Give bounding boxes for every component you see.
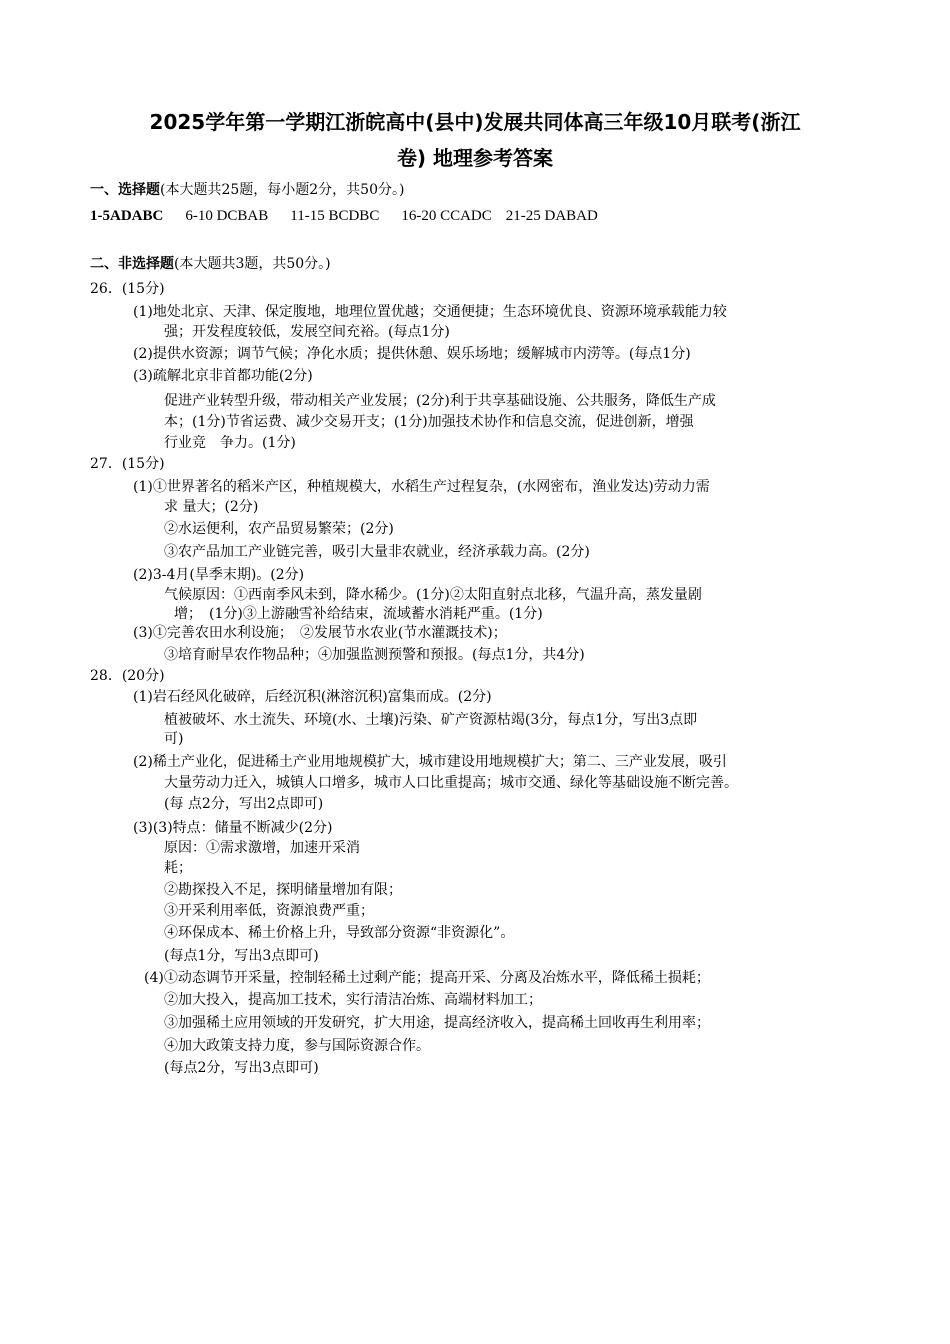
q27-1-line4: ③农产品加工产业链完善，吸引大量非农就业，经济承载力高。(2分)	[164, 544, 590, 560]
q28-2-line1: (2)稀土产业化，促进稀土产业用地规模扩大，城市建设用地规模扩大；第二、三产业发展，吸引	[133, 754, 727, 770]
section2-note: (本大题共3题，共50分。)	[174, 256, 331, 272]
q26-header: 26．(15分)	[90, 281, 165, 297]
q28-1-line2: 植被破坏、水土流失、环境(水、土壤)污染、矿产资源枯竭(3分，每点1分，写出3点即	[164, 712, 698, 728]
q28-3-reason-cont: 耗；	[164, 860, 192, 876]
q27-1-line3: ②水运便利，农产品贸易繁荣；(2分)	[164, 521, 394, 537]
title-line-1: 2025学年第一学期江浙皖高中(县中)发展共同体高三年级10月联考(浙江	[149, 110, 801, 134]
q26-1-line1: (1)地处北京、天津、保定腹地，地理位置优越；交通便捷；生态环境优良、资源环境承载能力较	[133, 304, 727, 320]
q26-3-line2: 本；(1分)节省运费、减少交易开支；(1分)加强技术协作和信息交流，促进创新，增强	[164, 414, 694, 430]
q26-1-line2: 强；开发程度较低，发展空间充裕。(每点1分)	[164, 324, 450, 340]
q26-3-title: (3)疏解北京非首都功能(2分)	[133, 368, 313, 384]
q28-4-item3: ③加强稀土应用领域的开发研究，扩大用途，提高经济收入，提高稀土回收再生利用率；	[164, 1015, 710, 1031]
section1-heading: 一、选择题	[90, 182, 160, 198]
q26-3-line1: 促进产业转型升级，带动相关产业发展；(2分)利于共享基础设施、公共服务，降低生产成	[164, 393, 716, 409]
q27-1-line1: (1)①世界著名的稻米产区，种植规模大，水稻生产过程复杂，(水网密布，渔业发达)劳动力需	[133, 479, 710, 495]
q28-4-note: (每点2分，写出3点即可)	[164, 1060, 319, 1076]
q27-3-line2: ③培育耐旱农作物品种；④加强监测预警和预报。(每点1分，共4分)	[164, 647, 585, 663]
section2-header	[90, 254, 331, 274]
q28-1-line1: (1)岩石经风化破碎，后经沉积(淋溶沉积)富集而成。(2分)	[133, 689, 492, 705]
q27-2-line1: 气候原因：①西南季风未到，降水稀少。(1分)②太阳直射点北移，气温升高，蒸发量剧	[164, 587, 702, 603]
q27-1-line2: 求 量大；(2分)	[164, 499, 259, 515]
section1-note: (本大题共25题，每小题2分，共50分。)	[160, 182, 405, 198]
q27-2-line2: 增； (1分)③上游融雪补给结束，流域蓄水消耗严重。(1分)	[174, 606, 543, 622]
section1-header	[90, 180, 404, 200]
q28-4-item2: ②加大投入，提高加工技术，实行清洁冶炼、高端材料加工；	[164, 992, 542, 1008]
document-title	[80, 104, 870, 176]
q28-4-item1: (4)①动态调节开采量，控制轻稀土过剩产能；提高开采、分离及冶炼水平，降低稀土损耗；	[144, 970, 710, 986]
answer-11-15: 11-15 BCDBC	[290, 208, 380, 224]
answer-1-5: 1-5ADABC	[90, 208, 164, 224]
section2-heading: 二、非选择题	[90, 256, 174, 272]
q28-3-note: (每点1分，写出3点即可)	[164, 948, 319, 964]
q28-3-item4: ④环保成本、稀土价格上升，导致部分资源“非资源化”。	[164, 925, 515, 941]
q28-1-line3: 可)	[164, 731, 184, 747]
q26-3-line3: 行业竞 争力。(1分)	[164, 435, 296, 451]
q28-4-item4: ④加大政策支持力度，参与国际资源合作。	[164, 1038, 430, 1054]
q28-3-title: (3)(3)特点：储量不断减少(2分)	[133, 820, 333, 836]
q27-header: 27．(15分)	[90, 456, 165, 472]
q27-2-title: (2)3-4月(旱季末期)。(2分)	[133, 567, 305, 583]
q28-3-item3: ③开采利用率低，资源浪费严重；	[164, 903, 374, 919]
answer-16-20: 16-20 CCADC	[401, 208, 492, 224]
q28-3-item2: ②勘探投入不足，探明储量增加有限；	[164, 882, 402, 898]
q26-2: (2)提供水资源；调节气候；净化水质；提供休憩、娱乐场地；缓解城市内涝等。(每点1分)	[133, 346, 691, 362]
q28-2-line3: (每 点2分，写出2点即可)	[164, 796, 324, 812]
q27-3-line1: (3)①完善农田水利设施； ②发展节水农业(节水灌溉技术)；	[133, 625, 507, 641]
answer-21-25: 21-25 DABAD	[505, 208, 598, 224]
title-line-2: 卷) 地理参考答案	[396, 146, 554, 170]
q28-header: 28．(20分)	[90, 668, 165, 684]
q28-2-line2: 大量劳动力迁入，城镇人口增多，城市人口比重提高；城市交通、绿化等基础设施不断完善。	[164, 775, 738, 791]
q28-3-reason: 原因：①需求激增，加速开采消	[164, 840, 360, 856]
choice-answers	[90, 206, 598, 226]
answer-6-10: 6-10 DCBAB	[185, 208, 269, 224]
